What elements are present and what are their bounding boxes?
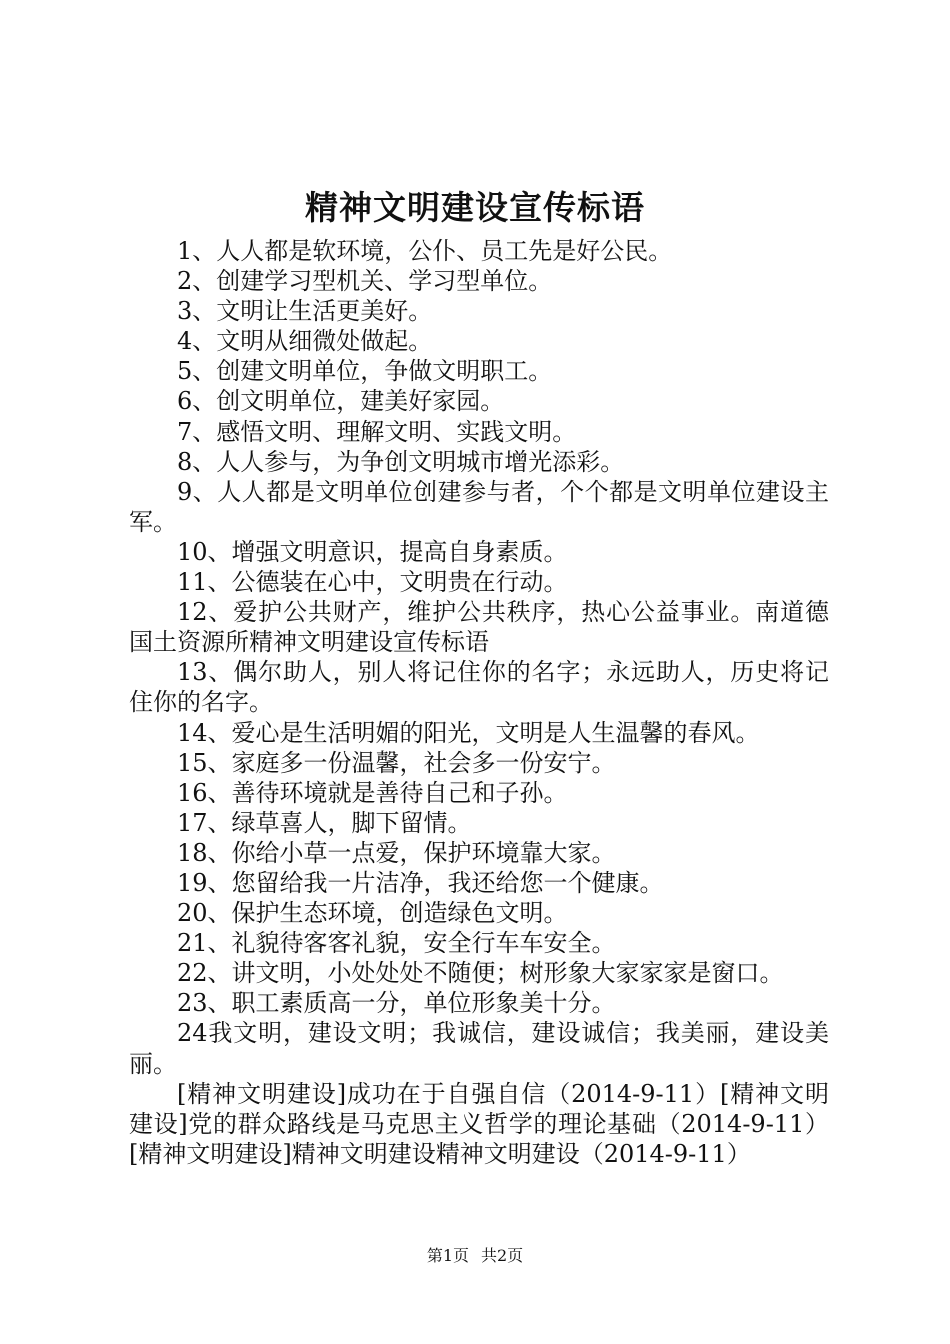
- slogan-item: 8、人人参与，为争创文明城市增光添彩。: [177, 447, 625, 476]
- slogan-item: 22、讲文明，小处处处不随便；树形象大家家家是窗口。: [177, 959, 784, 988]
- slogan-item: 1、人人都是软环境，公仆、员工先是好公民。: [177, 237, 673, 265]
- page-total: 共2页: [481, 1246, 524, 1265]
- slogan-item: 20、保护生态环境，创造绿色文明。: [177, 899, 568, 928]
- slogan-item: 17、绿草喜人，脚下留情。: [177, 808, 472, 837]
- slogan-item: 21、礼貌待客客礼貌，安全行车车安全。: [177, 929, 616, 958]
- slogan-item: 15、家庭多一份温馨，社会多一份安宁。: [177, 748, 616, 777]
- related-articles: [精神文明建设]成功在于自强自信（2014-9-11）[精神文明建设]党的群众路线是马克思主义哲学的理论基础（2014-9-11）[精神文明建设]精神文明建设精神文明建设（2014-9-11）: [129, 1079, 829, 1168]
- slogan-item: 14、爱心是生活明媚的阳光，文明是人生温馨的春风。: [177, 718, 760, 747]
- slogan-item: 4、文明从细微处做起。: [177, 327, 433, 356]
- slogan-item: 7、感悟文明、理解文明、实践文明。: [177, 417, 577, 446]
- document-body: [129, 236, 829, 1169]
- page-number: 第1页: [426, 1246, 469, 1265]
- slogan-item: 10、增强文明意识，提高自身素质。: [177, 537, 568, 566]
- slogan-item: 9、人人都是文明单位创建参与者，个个都是文明单位建设主军。: [129, 477, 829, 536]
- slogan-item: 6、创文明单位，建美好家园。: [177, 387, 505, 416]
- slogan-item: 3、文明让生活更美好。: [177, 297, 433, 326]
- slogan-item: 16、善待环境就是善待自己和子孙。: [177, 778, 568, 807]
- slogan-item: 13、偶尔助人，别人将记住你的名字；永远助人，历史将记住你的名字。: [129, 658, 829, 717]
- slogan-item: 18、你给小草一点爱，保护环境靠大家。: [177, 838, 616, 867]
- page-footer: [0, 1244, 950, 1268]
- slogan-item: 2、创建学习型机关、学习型单位。: [177, 267, 553, 296]
- slogan-item: 23、职工素质高一分，单位形象美十分。: [177, 989, 616, 1018]
- document-title: 精神文明建设宣传标语: [305, 188, 645, 227]
- slogan-item: 19、您留给我一片洁净，我还给您一个健康。: [177, 868, 664, 897]
- slogan-item: 12、爱护公共财产，维护公共秩序，热心公益事业。南道德国土资源所精神文明建设宣传标语: [129, 598, 829, 657]
- slogan-item: 11、公德装在心中，文明贵在行动。: [177, 568, 568, 597]
- slogan-item: 24我文明，建设文明；我诚信，建设诚信；我美丽，建设美丽。: [129, 1019, 829, 1078]
- slogan-item: 5、创建文明单位，争做文明职工。: [177, 357, 553, 386]
